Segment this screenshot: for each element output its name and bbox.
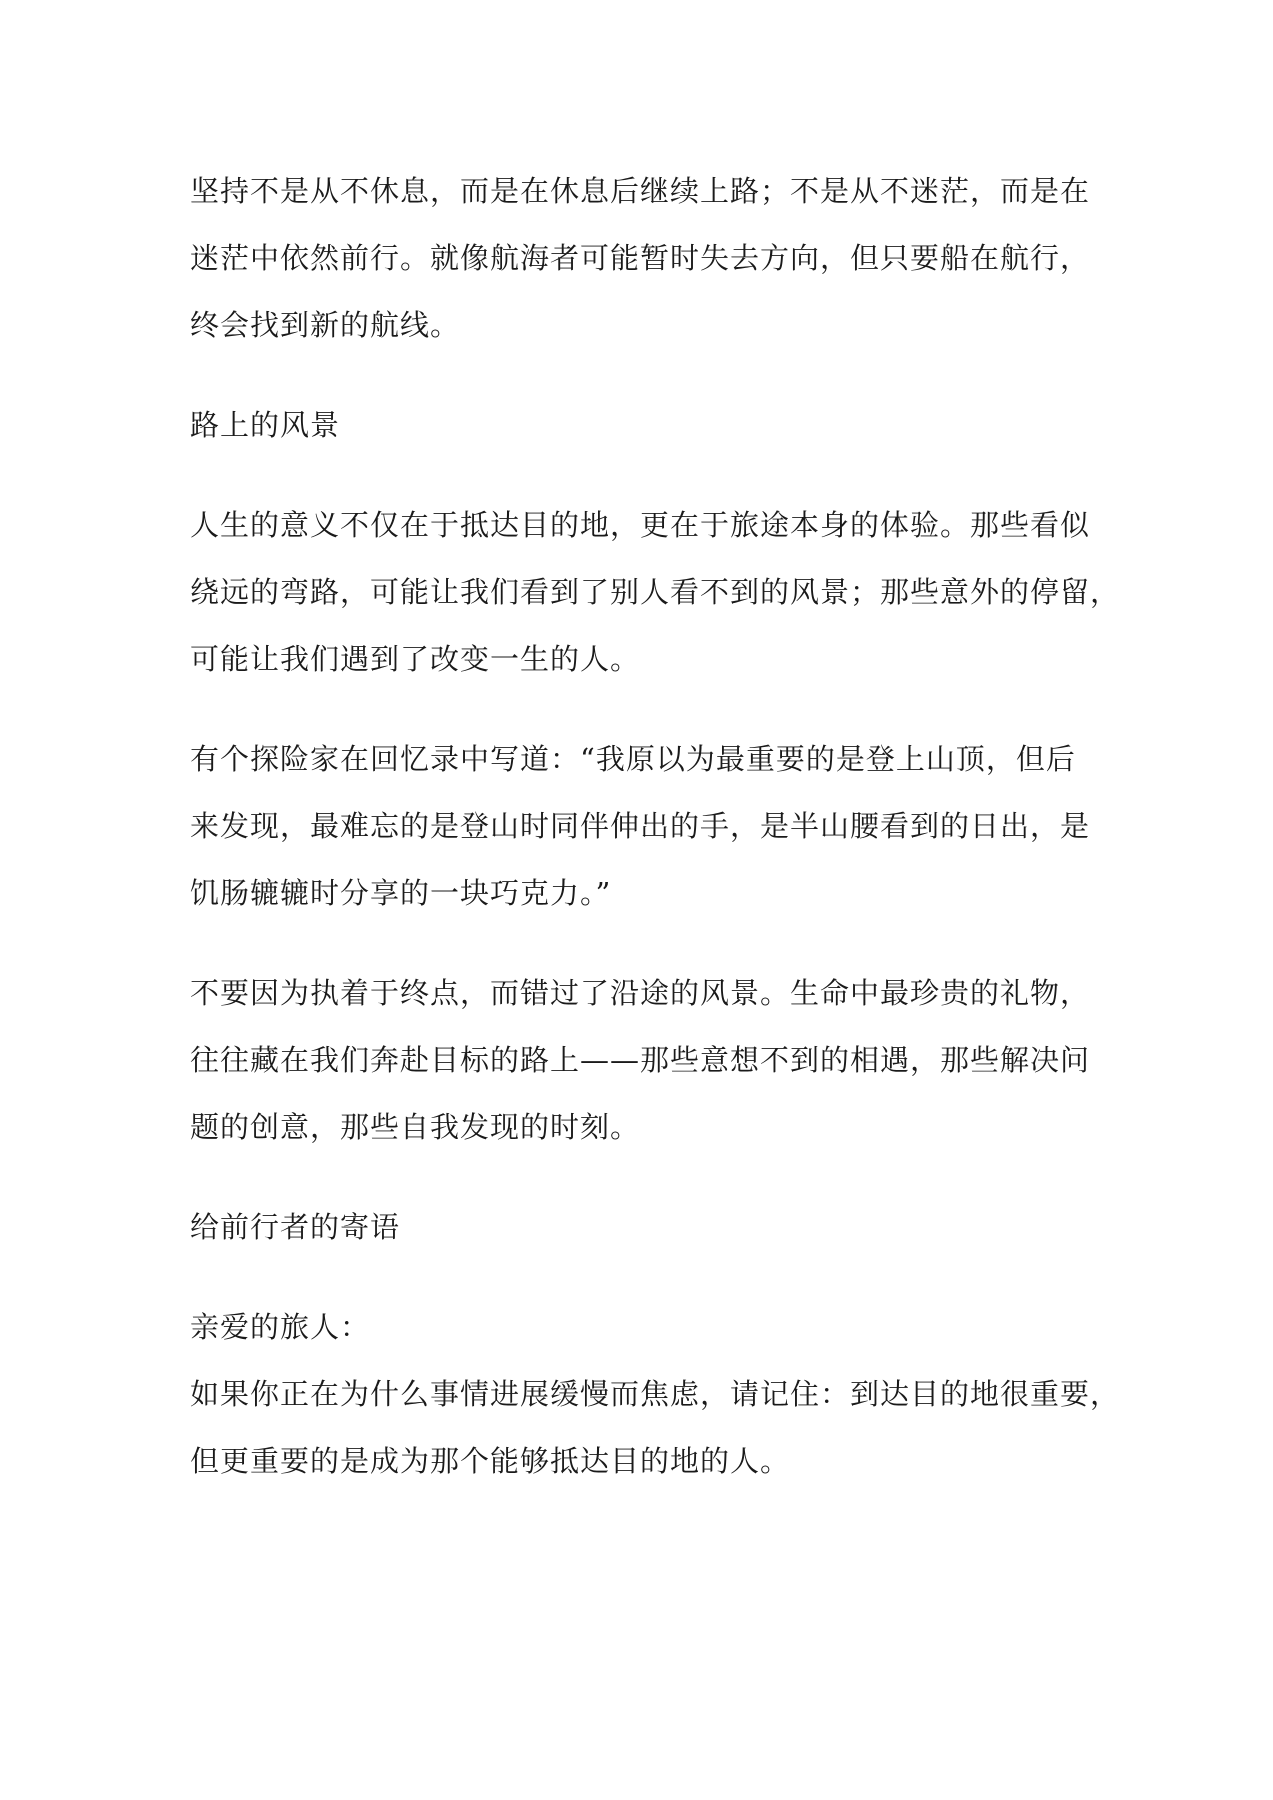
paragraph-journey-gifts [190,960,1090,1161]
text-line: 坚持不是从不休息，而是在休息后继续上路；不是从不迷茫，而是在 [190,174,1091,208]
text-line: 题的创意，那些自我发现的时刻。 [190,1110,641,1144]
text-line: 来发现，最难忘的是登山时同伴伸出的手，是半山腰看到的日出，是 [190,809,1091,843]
text-line: 往往藏在我们奔赴目标的路上——那些意想不到的相遇，那些解决问 [190,1043,1091,1077]
section-heading-scenery [190,392,1090,459]
text-line: 终会找到新的航线。 [190,308,461,342]
text-line: 但更重要的是成为那个能够抵达目的地的人。 [190,1444,791,1478]
heading-text: 路上的风景 [190,408,341,442]
document-page [190,158,1121,1495]
paragraph-explorer-quote [190,726,1090,927]
paragraph-persistence [190,158,1090,359]
text-line: 可能让我们遇到了改变一生的人。 [190,642,641,676]
salutation-text: 亲爱的旅人： [190,1310,371,1344]
text-line: 不要因为执着于终点，而错过了沿途的风景。生命中最珍贵的礼物， [190,976,1091,1010]
text-line: 有个探险家在回忆录中写道：“我原以为最重要的是登上山顶，但后 [190,742,1076,776]
heading-text: 给前行者的寄语 [190,1210,401,1244]
section-heading-message [190,1194,1090,1261]
text-line: 如果你正在为什么事情进展缓慢而焦虑，请记住：到达目的地很重要， [190,1377,1121,1411]
text-line: 饥肠辘辘时分享的一块巧克力。” [190,876,612,910]
salutation [190,1294,1090,1361]
text-line: 绕远的弯路，可能让我们看到了别人看不到的风景；那些意外的停留， [190,575,1121,609]
paragraph-meaning-of-life [190,492,1121,693]
paragraph-closing-advice [190,1361,1121,1495]
text-line: 人生的意义不仅在于抵达目的地，更在于旅途本身的体验。那些看似 [190,508,1091,542]
text-line: 迷茫中依然前行。就像航海者可能暂时失去方向，但只要船在航行， [190,241,1091,275]
